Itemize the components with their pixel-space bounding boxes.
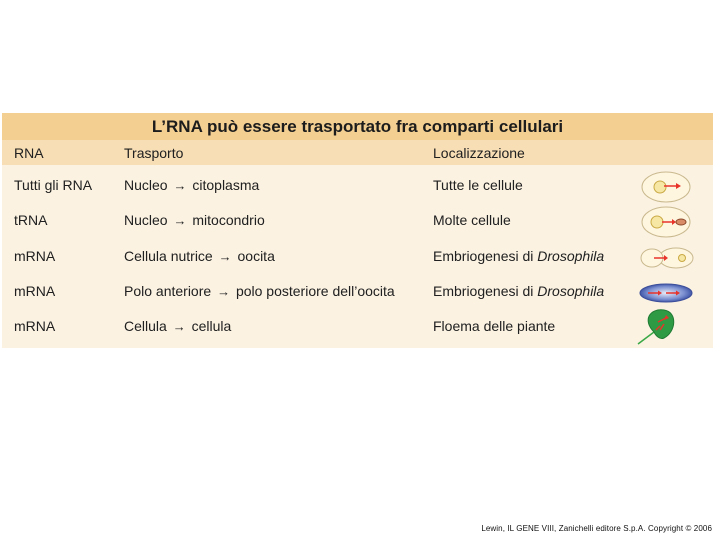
location <box>433 248 604 264</box>
location-text: Embriogenesi di <box>433 283 538 299</box>
plant-leaf-icon <box>636 306 696 346</box>
location-italic: Drosophila <box>537 248 605 264</box>
transport-from: Cellula <box>124 318 167 334</box>
table-row <box>2 275 713 310</box>
table-row <box>2 204 713 239</box>
cell-nucleus-to-mitochondrion-icon <box>636 204 696 240</box>
location-text: Molte cellule <box>433 212 511 228</box>
transport-from: Nucleo <box>124 177 168 193</box>
copyright-footer: Lewin, IL GENE VIII, Zanichelli editore S.p.A. Copyright © 2006 <box>481 524 712 533</box>
table-title: L’RNA può essere trasportato fra comparti cellulari <box>151 117 564 136</box>
header-rna: RNA <box>14 145 44 161</box>
arrow-icon: → <box>173 178 187 193</box>
location-italic: Drosophila <box>537 283 605 299</box>
location-text: Tutte le cellule <box>433 177 523 193</box>
arrow-icon: → <box>217 284 231 299</box>
rna-transport-table <box>2 113 713 348</box>
nurse-cell-to-oocyte-icon <box>636 240 696 276</box>
rna-type: tRNA <box>14 212 48 228</box>
rna-type: Tutti gli RNA <box>14 177 93 193</box>
transport-to: mitocondrio <box>192 212 265 228</box>
table-row <box>2 240 713 275</box>
transport-to: cellula <box>191 318 232 334</box>
location-text: Floema delle piante <box>433 318 556 334</box>
rna-type: mRNA <box>14 318 56 334</box>
header-location: Localizzazione <box>433 145 525 161</box>
transport-path <box>124 177 259 193</box>
location <box>433 212 511 228</box>
transport-from: Cellula nutrice <box>124 248 213 264</box>
transport-path <box>124 318 231 334</box>
table-row <box>2 169 713 204</box>
header-transport: Trasporto <box>124 145 184 161</box>
arrow-icon: → <box>218 249 232 264</box>
location <box>433 177 523 193</box>
rna-type: mRNA <box>14 248 56 264</box>
location <box>433 283 604 299</box>
table-row <box>2 310 713 345</box>
transport-to: oocita <box>237 248 275 264</box>
transport-from: Polo anteriore <box>124 283 212 299</box>
table-title-bar <box>2 113 713 140</box>
arrow-icon: → <box>173 213 187 228</box>
transport-path <box>124 283 395 299</box>
location-text: Embriogenesi di <box>433 248 538 264</box>
transport-to: citoplasma <box>192 177 260 193</box>
transport-path <box>124 212 265 228</box>
table-header-row <box>2 140 713 165</box>
arrow-icon: → <box>172 319 186 334</box>
cell-nucleus-to-cytoplasm-icon <box>636 169 696 205</box>
transport-from: Nucleo <box>124 212 168 228</box>
transport-to: polo posteriore dell’oocita <box>235 283 395 299</box>
transport-path <box>124 248 275 264</box>
rna-type: mRNA <box>14 283 56 299</box>
location <box>433 318 555 334</box>
